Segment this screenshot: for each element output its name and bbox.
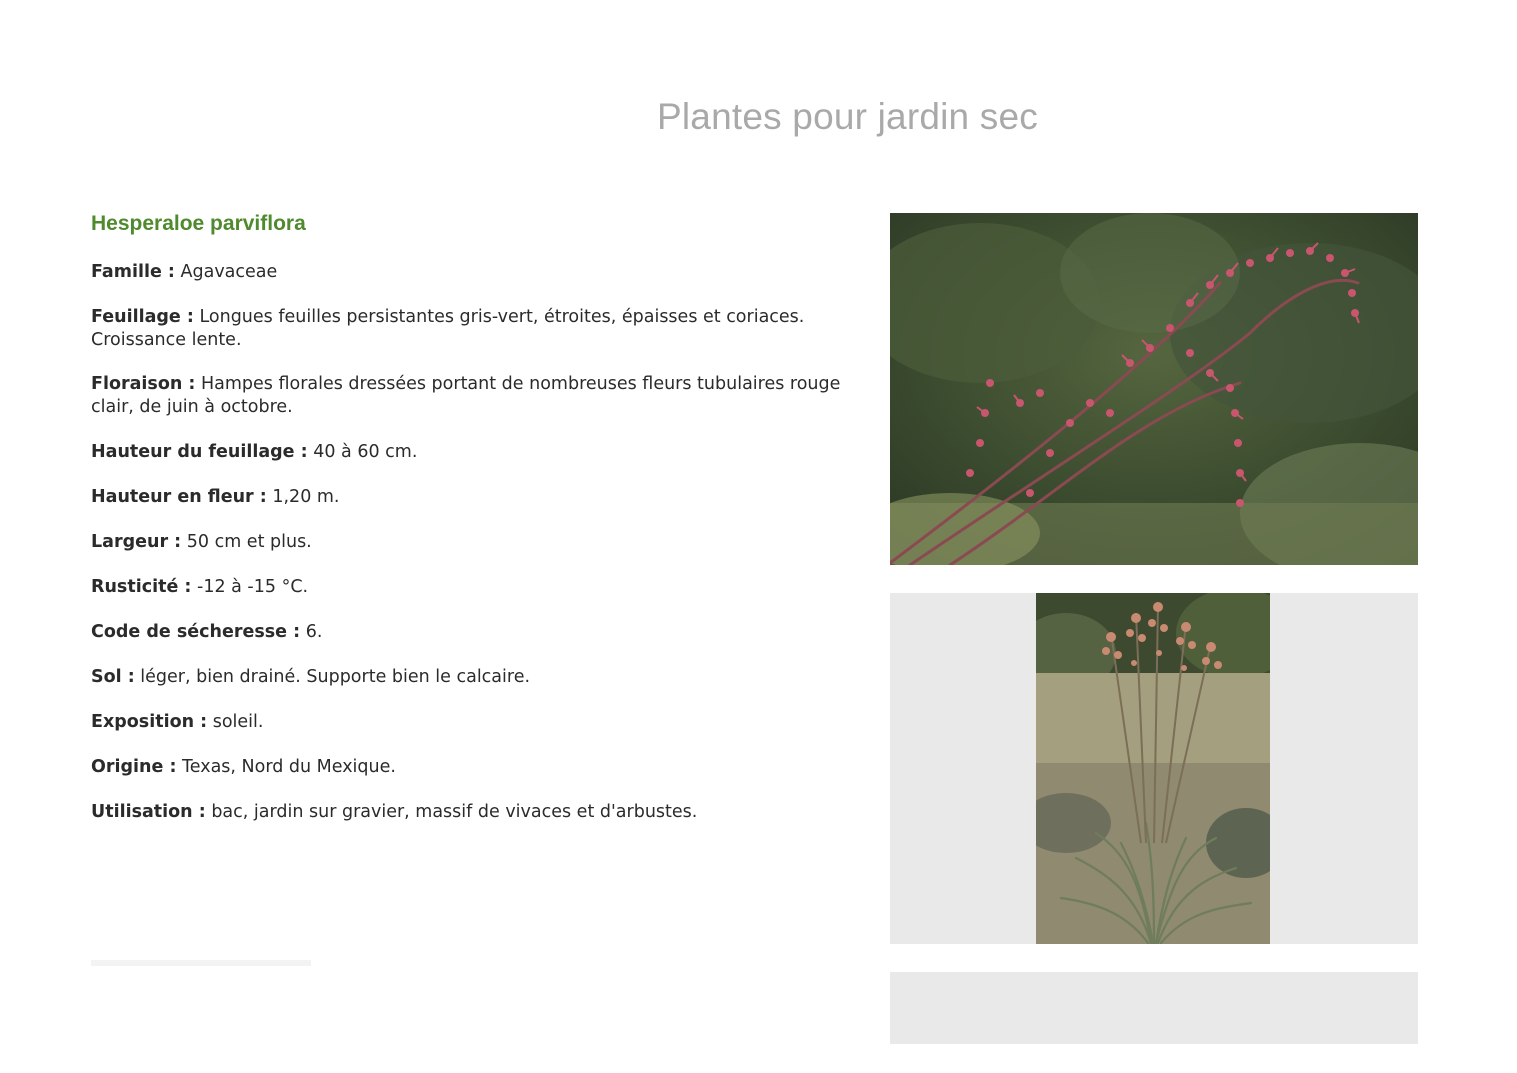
page-title: Plantes pour jardin sec — [657, 96, 1038, 137]
field-value: léger, bien drainé. Supporte bien le calcaire. — [140, 667, 531, 687]
field-value: Agavaceae — [180, 262, 278, 282]
field-label: Sol : — [91, 667, 135, 687]
field-label: Rusticité : — [91, 577, 192, 597]
field-rusticite — [91, 576, 861, 599]
plant-photo-flowers[interactable] — [890, 213, 1418, 565]
field-origine — [91, 756, 861, 779]
field-value: soleil. — [212, 712, 264, 732]
field-value: Texas, Nord du Mexique. — [182, 757, 396, 777]
field-largeur — [91, 531, 861, 554]
field-label: Code de sécheresse : — [91, 622, 301, 642]
field-famille — [91, 261, 861, 284]
field-label: Utilisation : — [91, 802, 206, 822]
field-value: Hampes florales dressées portant de nombreuses fleurs tubulaires rouge clair, de juin à octobre. — [91, 374, 841, 417]
field-hauteur-fleur — [91, 486, 861, 509]
field-label: Famille : — [91, 262, 175, 282]
field-value: 6. — [305, 622, 323, 642]
field-feuillage — [91, 306, 861, 351]
field-value: 1,20 m. — [272, 487, 340, 507]
field-label: Floraison : — [91, 374, 196, 394]
field-label: Exposition : — [91, 712, 208, 732]
field-sol — [91, 666, 861, 689]
field-value: bac, jardin sur gravier, massif de vivaces et d'arbustes. — [211, 802, 698, 822]
field-exposition — [91, 711, 861, 734]
plant-name: Hesperaloe parviflora — [91, 212, 306, 235]
field-value: -12 à -15 °C. — [197, 577, 309, 597]
cut-off-header-text — [776, 0, 780, 4]
field-code-secheresse — [91, 621, 861, 644]
field-label: Hauteur en fleur : — [91, 487, 267, 507]
plant-clump-image — [1036, 593, 1270, 944]
plant-photo-placeholder — [890, 972, 1418, 1044]
plant-photo-habit[interactable] — [890, 593, 1418, 944]
field-label: Feuillage : — [91, 307, 194, 327]
field-value: Longues feuilles persistantes gris-vert, étroites, épaisses et coriaces. Croissance lente. — [91, 307, 805, 350]
field-floraison — [91, 373, 861, 418]
field-label: Hauteur du feuillage : — [91, 442, 308, 462]
field-label: Largeur : — [91, 532, 182, 552]
faded-footer-text — [91, 960, 311, 966]
flower-stalk-image — [890, 213, 1418, 565]
field-value: 50 cm et plus. — [186, 532, 312, 552]
field-utilisation — [91, 801, 861, 824]
field-hauteur-feuillage — [91, 441, 861, 464]
field-label: Origine : — [91, 757, 177, 777]
field-value: 40 à 60 cm. — [313, 442, 418, 462]
